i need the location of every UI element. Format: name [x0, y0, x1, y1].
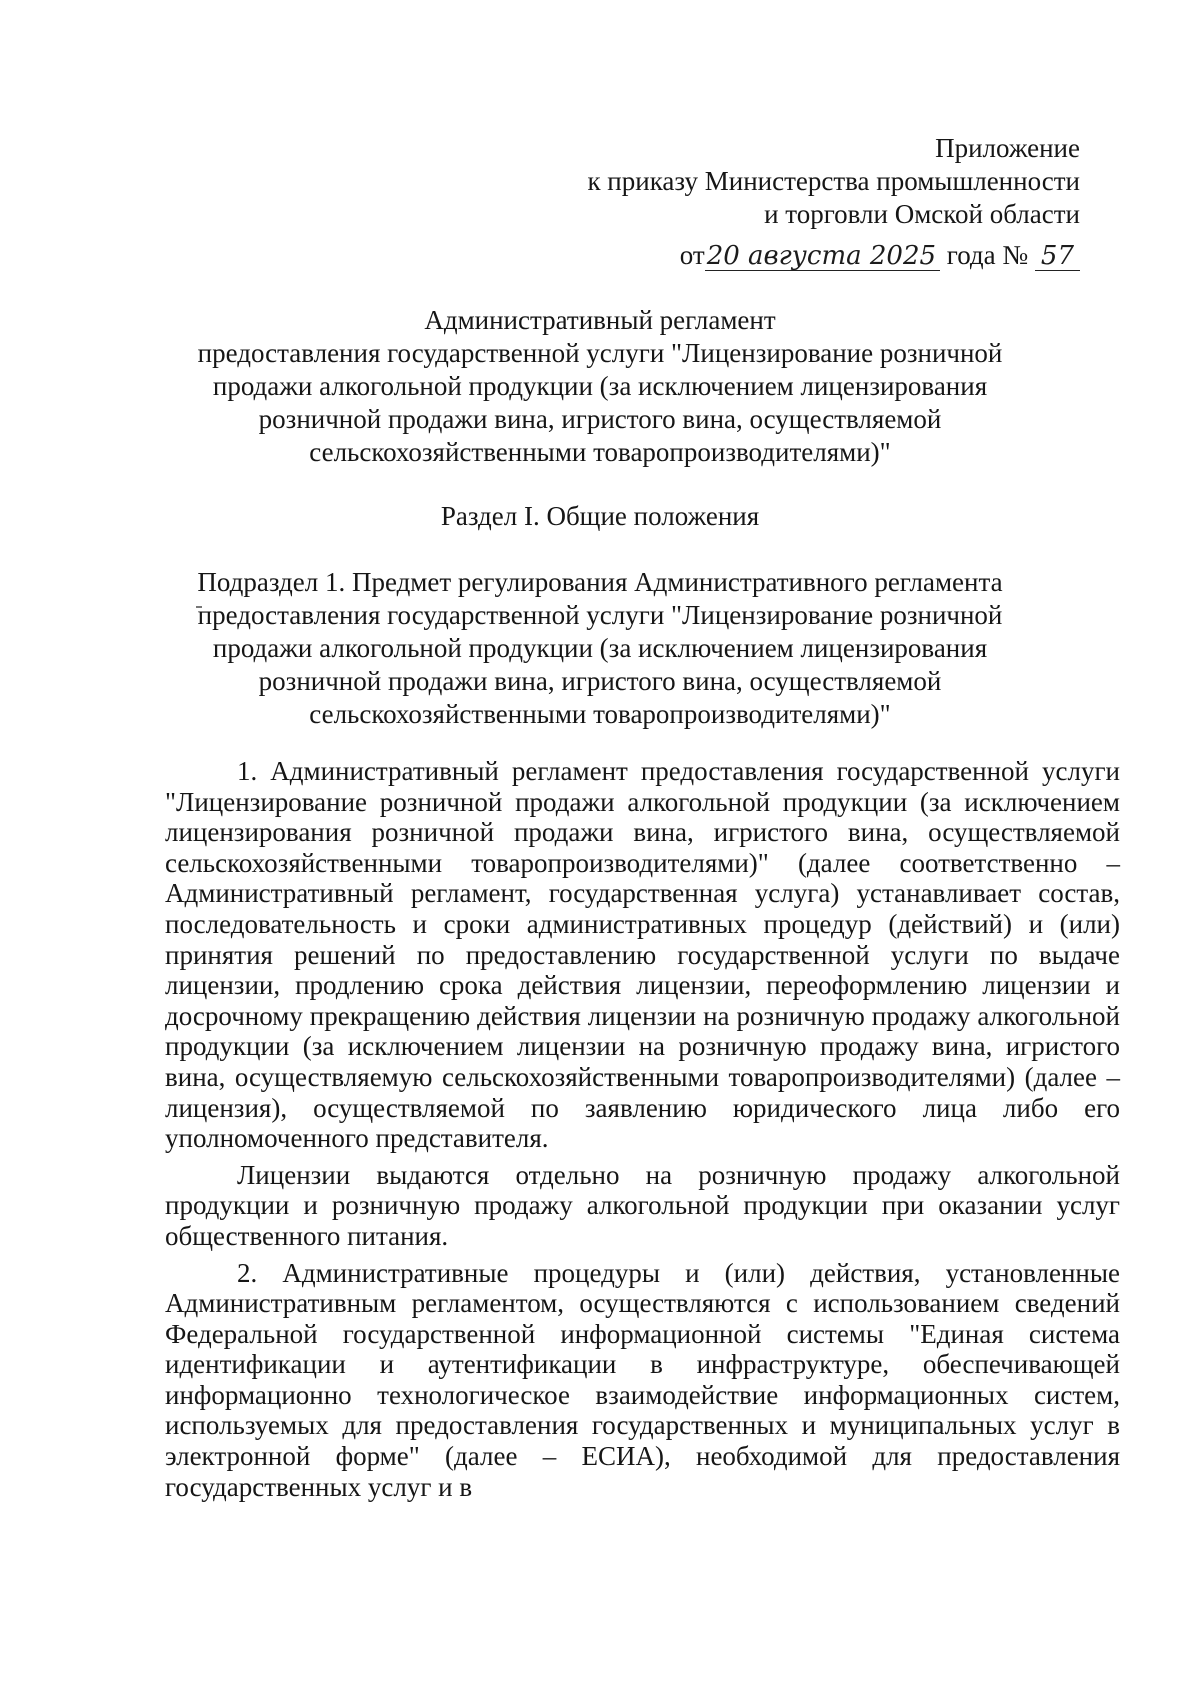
section-heading: [150, 500, 1050, 533]
title-line-2: предоставления государственной услуги "Лицензирование розничной: [197, 338, 1003, 368]
subsection-heading: [150, 566, 1050, 731]
document-title: [150, 304, 1050, 469]
attachment-header: [440, 132, 1080, 272]
subsection-line-4: розничной продажи вина, игристого вина, осуществляемой: [258, 666, 942, 696]
date-suffix: года №: [940, 240, 1035, 270]
paragraph-2: 2. Административные процедуры и (или) действия, установленные Административным регламентом, осуществляются с использованием сведений Федеральной государственной информационной системы "Единая система идентификации и аутентификации в инфраструктуре, обеспечивающей информационно технологическое взаимодействие информационных систем, используемых для предоставления государственных и муниципальных услуг в электронной форме" (далее – ЕСИА), необходимой для предоставления государственных услуг и в: [165, 1257, 1120, 1502]
subsection-line-3: продажи алкогольной продукции (за исключением лицензирования: [212, 633, 988, 663]
date-prefix: от: [679, 240, 705, 270]
handwritten-order-number: 57: [1035, 242, 1080, 271]
title-line-1: Административный регламент: [424, 305, 776, 335]
subsection-line-5: сельскохозяйственными товаропроизводителями)": [309, 699, 891, 729]
paragraph-1: 1. Административный регламент предоставления государственной услуги "Лицензирование розничной продажи алкогольной продукции (за исключением лицензирования розничной продажи вина, игристого вина, осуществляемой сельскохозяйственными товаропроизводителями)" (далее соответственно – Административный регламент, государственная услуга) устанавливает состав, последовательность и сроки административных процедур (действий) и (или) принятия решений по предоставлению государственной услуги по выдаче лицензии, продлению срока действия лицензии, переоформлению лицензии и досрочному прекращению действия лицензии на розничную продажу алкогольной продукции (за исключением лицензии на розничную продажу вина, игристого вина, осуществляемую сельскохозяйственными товаропроизводителями) (далее – лицензия), осуществляемой по заявлению юридического лица либо его уполномоченного представителя.: [165, 756, 1120, 1154]
attachment-label: Приложение: [935, 133, 1080, 163]
subsection-line-2: предоставления государственной услуги "Лицензирование розничной: [197, 600, 1003, 630]
title-line-3: продажи алкогольной продукции (за исключением лицензирования: [212, 371, 988, 401]
attachment-date-line: [440, 239, 1080, 272]
attachment-order-line: к приказу Министерства промышленности: [587, 166, 1080, 196]
section-title: Раздел I. Общие положения: [440, 501, 760, 531]
body-text: [165, 756, 1120, 1508]
title-line-4: розничной продажи вина, игристого вина, осуществляемой: [258, 404, 942, 434]
attachment-ministry-line: и торговли Омской области: [764, 199, 1080, 229]
handwritten-date: 20 августа 2025: [705, 242, 940, 271]
paragraph-licenses: Лицензии выдаются отдельно на розничную продажу алкогольной продукции и розничную продажу алкогольной продукции при оказании услуг общественного питания.: [165, 1159, 1120, 1251]
title-line-5: сельскохозяйственными товаропроизводителями)": [309, 437, 891, 467]
subsection-line-1: Подраздел 1. Предмет регулирования Административного регламента: [197, 567, 1003, 597]
